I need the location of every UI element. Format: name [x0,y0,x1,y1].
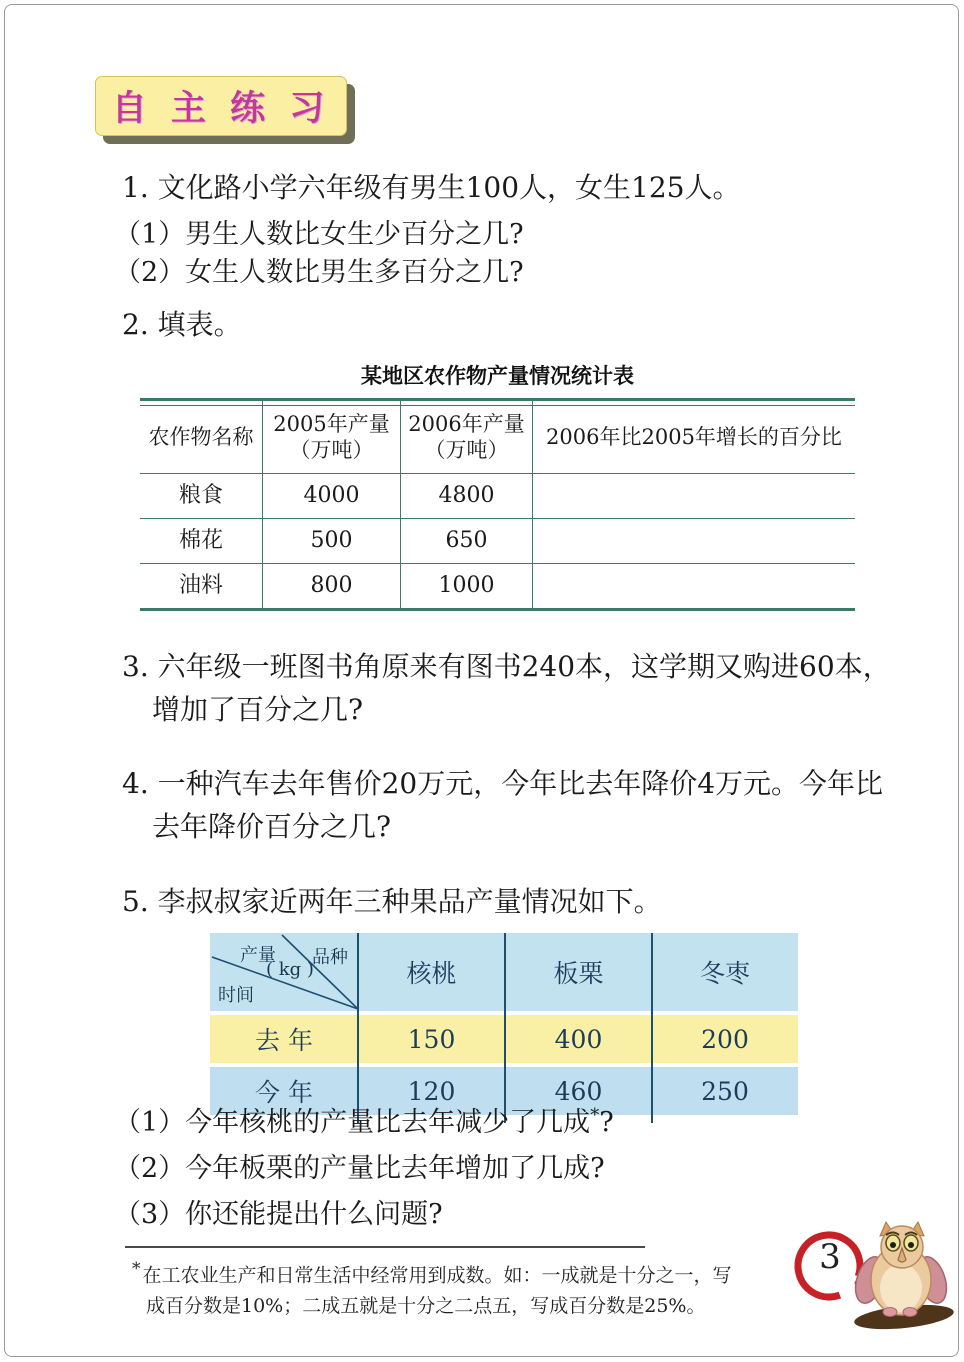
table2-col-chestnut: 板栗 [553,959,604,988]
corner-label-time: 时间 [218,985,254,1006]
table2-corner-cell [210,933,358,1011]
table2-lastyear-jujube: 200 [701,1024,749,1054]
crop-statistics-table [140,398,855,611]
table2-thisyear-jujube: 250 [701,1076,749,1106]
table2-thisyear-label: 今 年 [255,1078,313,1107]
problem-5-question-1: （1）今年核桃的产量比去年减少了几成*? [114,1105,614,1138]
table1-row2-2006: 650 [401,519,533,564]
table2-lastyear-walnut: 150 [407,1024,456,1054]
table2-col-jujube: 冬枣 [699,959,750,988]
problem-5-text: 5. 李叔叔家近两年三种果品产量情况如下。 [122,885,662,918]
problem-5-question-2: （2）今年板栗的产量比去年增加了几成? [114,1153,605,1184]
footnote-marker: * [590,1105,600,1126]
table1-row2-percent-blank [533,519,855,564]
table2-lastyear-chestnut: 400 [554,1024,603,1054]
fruit-production-table [210,933,798,1115]
table1-row3-2006: 1000 [401,564,533,608]
corner-label-kind: 品种 [312,947,348,968]
section-badge [95,76,347,136]
table1-header-2005: 2005年产量 （万吨） [263,401,401,474]
problem-1-text: 1. 文化路小学六年级有男生100人，女生125人。 [122,171,741,204]
corner-label-amount: 产量 [240,945,276,966]
table1-title: 某地区农作物产量情况统计表 [361,364,634,388]
footnote: * 在工农业生产和日常生活中经常用到成数。如：一成就是十分之一，写 成百分数是10%；二成五就是十分之二点五，写成百分数是25%。 [132,1259,732,1318]
table2-divider-2 [504,933,506,1123]
table2-thisyear-chestnut: 460 [554,1076,603,1106]
problem-5-question-3: （3）你还能提出什么问题? [114,1199,443,1230]
table2-divider-1 [357,933,359,1123]
table1-header-2006: 2006年产量 （万吨） [401,401,533,474]
table1-header-percent: 2006年比2005年增长的百分比 [533,401,855,474]
problem-4-line1: 4. 一种汽车去年售价20万元，今年比去年降价4万元。今年比 [122,767,884,800]
table2-col-walnut: 核桃 [406,959,457,988]
problem-1-question-2: （2）女生人数比男生多百分之几? [114,257,524,288]
table2-thisyear-walnut: 120 [407,1076,456,1106]
table1-row1-2006: 4800 [401,474,533,519]
table1-row3-name: 油料 [140,564,263,608]
page-number-value: 3 [819,1237,841,1277]
table2-lastyear-label: 去 年 [255,1026,313,1055]
corner-label-unit: ( kg ) [266,959,314,980]
problem-3-line2: 增加了百分之几? [152,693,364,726]
table2-divider-3 [651,933,653,1123]
table1-row1-name: 粮食 [140,474,263,519]
table1-row1-percent-blank [533,474,855,519]
table1-row3-2005: 800 [263,564,401,608]
problem-3-line1: 3. 六年级一班图书角原来有图书240本，这学期又购进60本， [122,650,891,683]
owl-illustration [848,1220,958,1332]
table1-row2-name: 棉花 [140,519,263,564]
footnote-rule [125,1246,645,1248]
problem-4-line2: 去年降价百分之几? [152,810,392,843]
table1-row1-2005: 4000 [263,474,401,519]
table1-row3-percent-blank [533,564,855,608]
problem-2-text: 2. 填表。 [122,308,242,341]
table1-row2-2005: 500 [263,519,401,564]
problem-1-question-1: （1）男生人数比女生少百分之几? [114,219,524,250]
section-badge-label: 自 主 练 习 [111,89,331,129]
footnote-asterisk: * [132,1259,141,1279]
table1-header-crop: 农作物名称 [140,401,263,474]
